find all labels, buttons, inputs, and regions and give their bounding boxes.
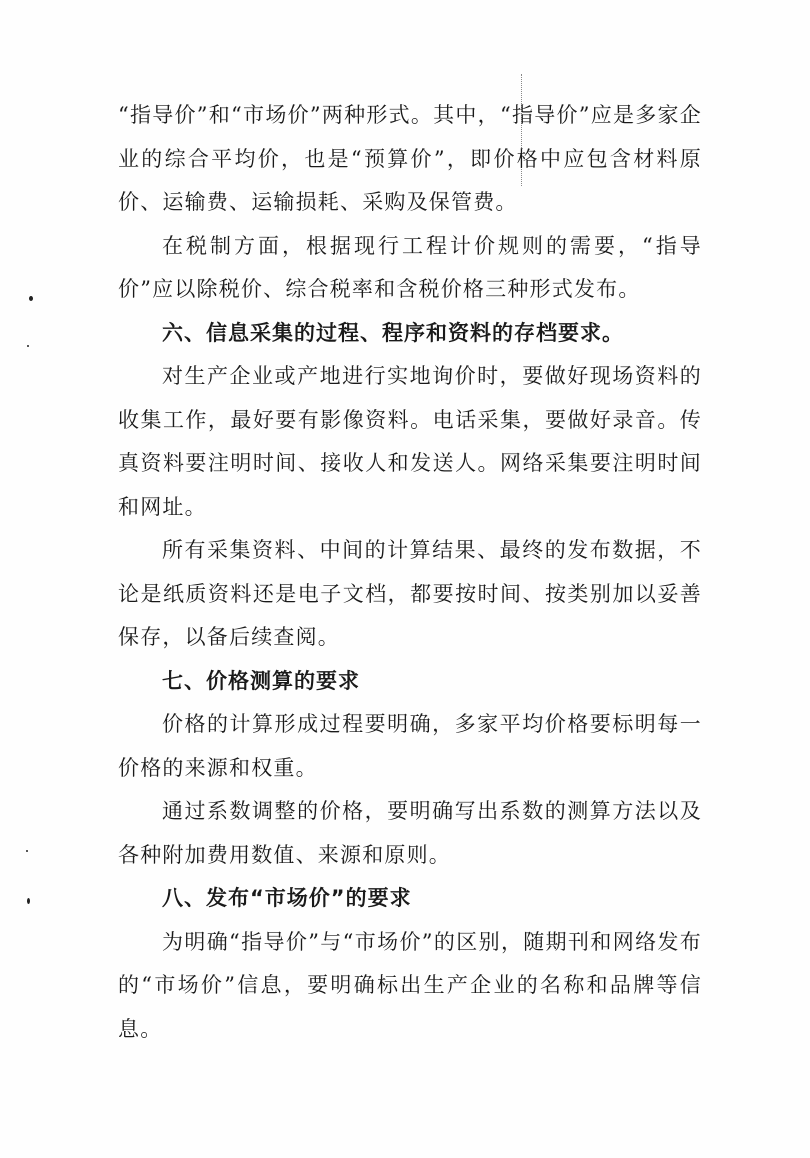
paragraph-price-forms: “指导价”和“市场价”两种形式。其中，“指导价”应是多家企业的综合平均价，也是“预算价”，即价格中应包含材料原价、运输费、运输损耗、采购及保管费。 (118, 103, 702, 214)
document-body (118, 94, 702, 1051)
paragraph-coefficient-adjustment: 通过系数调整的价格，要明确写出系数的测算方法以及各种附加费用数值、来源和原则。 (118, 799, 702, 867)
scan-speck (29, 296, 33, 301)
paragraph-calculation-process: 价格的计算形成过程要明确，多家平均价格要标明每一价格的来源和权重。 (118, 712, 702, 780)
scan-speck (27, 345, 29, 347)
paragraph-onsite-inquiry: 对生产企业或产地进行实地询价时，要做好现场资料的收集工作，最好要有影像资料。电话采集，要做好录音。传真资料要注明时间、接收人和发送人。网络采集要注明时间和网址。 (118, 364, 702, 519)
paragraph-tax-system: 在税制方面，根据现行工程计价规则的需要，“指导价”应以除税价、综合税率和含税价格三种形式发布。 (118, 233, 702, 301)
section-heading-7: 七、价格测算的要求 (162, 668, 360, 693)
scan-speck (26, 850, 28, 852)
scan-speck (27, 898, 30, 904)
paragraph-archiving: 所有采集资料、中间的计算结果、最终的发布数据，不论是纸质资料还是电子文档，都要按时间、按类别加以妥善保存，以备后续查阅。 (118, 538, 702, 649)
section-heading-6: 六、信息采集的过程、程序和资料的存档要求。 (162, 320, 624, 345)
section-heading-8: 八、发布“市场价”的要求 (162, 886, 412, 910)
paragraph-market-price-publication: 为明确“指导价”与“市场价”的区别，随期刊和网络发布的“市场价”信息，要明确标出生产企业的名称和品牌等信息。 (118, 929, 702, 1041)
